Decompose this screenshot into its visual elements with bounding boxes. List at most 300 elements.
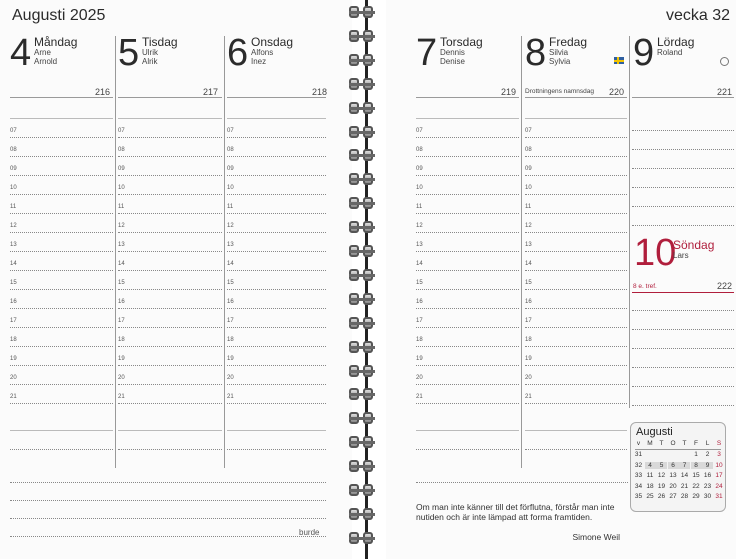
hour-line (416, 308, 519, 309)
hour-label: 12 (10, 223, 17, 229)
hour-line (10, 346, 113, 347)
hour-label: 20 (118, 375, 125, 381)
hour-line (10, 270, 113, 271)
hour-label: 08 (227, 147, 234, 153)
nameday: Dennis (440, 48, 465, 57)
day-header-rule (118, 97, 222, 98)
nameday: Denise (440, 57, 465, 66)
saturday-line (632, 187, 734, 188)
hour-line (227, 384, 326, 385)
note-line (118, 430, 222, 431)
spiral-ring (349, 460, 375, 475)
note-line (10, 518, 326, 519)
hour-line (227, 232, 326, 233)
spiral-ring (349, 317, 375, 332)
mini-calendar (630, 422, 726, 512)
day-of-year: 222 (717, 281, 733, 291)
hour-label: 08 (10, 147, 17, 153)
hour-label: 20 (10, 375, 17, 381)
sunday-rule (632, 292, 734, 293)
sunday-line (632, 386, 734, 387)
mini-calendar-day: 31 (715, 493, 723, 500)
hour-label: 10 (118, 185, 125, 191)
hour-line (118, 137, 222, 138)
mini-calendar-day: 30 (703, 493, 712, 500)
mini-calendar-header: F (694, 440, 698, 447)
hour-line (118, 403, 222, 404)
day-number: 6 (227, 32, 249, 74)
column-divider (521, 36, 522, 468)
mini-calendar-day: 5 (656, 462, 667, 469)
saturday-line (632, 149, 734, 150)
nameday: Arnold (34, 57, 58, 66)
hour-line (10, 365, 113, 366)
hour-label: 19 (118, 356, 125, 362)
note-line (10, 430, 113, 431)
day-name: Fredag (549, 35, 588, 49)
spiral-ring (349, 508, 375, 523)
day-header-rule (632, 97, 734, 98)
hour-rule (416, 118, 519, 119)
nameday: Roland (657, 48, 683, 57)
note-line (525, 430, 627, 431)
hour-label: 12 (525, 223, 532, 229)
mini-calendar-day: 6 (668, 462, 679, 469)
day-header-rule (227, 97, 326, 98)
hour-line (118, 156, 222, 157)
day-name: Onsdag (251, 35, 294, 49)
hour-line (227, 327, 326, 328)
sunday-line (632, 310, 734, 311)
day-column-saturday (633, 34, 733, 72)
hour-label: 14 (227, 261, 234, 267)
hour-label: 14 (416, 261, 423, 267)
hour-line (416, 270, 519, 271)
hour-label: 13 (227, 242, 234, 248)
spiral-ring (349, 30, 375, 45)
hour-line (416, 403, 519, 404)
saturday-line (632, 130, 734, 131)
saturday-line (632, 206, 734, 207)
quote-author: Simone Weil (572, 532, 620, 542)
mini-calendar-day: 14 (680, 472, 689, 479)
hour-line (10, 251, 113, 252)
hour-label: 14 (525, 261, 532, 267)
hour-line (227, 270, 326, 271)
hour-label: 19 (525, 356, 532, 362)
nameday: Arne (34, 48, 51, 57)
sunday-line (632, 367, 734, 368)
day-of-year: 220 (609, 87, 625, 97)
sunday-name: Söndag (673, 238, 715, 252)
spiral-ring (349, 436, 375, 451)
saturday-line (632, 168, 734, 169)
spiral-ring (349, 484, 375, 499)
hour-label: 07 (118, 128, 125, 134)
spiral-ring (349, 269, 375, 284)
hour-label: 17 (525, 318, 532, 324)
week-title: vecka 32 (665, 7, 730, 24)
spiral-ring (349, 388, 375, 403)
hour-line (227, 289, 326, 290)
hour-line (227, 175, 326, 176)
hour-label: 15 (416, 280, 423, 286)
hour-line (227, 213, 326, 214)
hour-line (227, 308, 326, 309)
day-number: 7 (416, 32, 438, 74)
sunday-line (632, 405, 734, 406)
spiral-ring (349, 197, 375, 212)
hour-line (416, 194, 519, 195)
mini-calendar-day: 17 (715, 472, 723, 479)
day-column-wednesday (227, 34, 327, 72)
day-of-year: 219 (501, 87, 517, 97)
hour-label: 17 (118, 318, 125, 324)
day-note: Drottningens namnsdag (525, 88, 595, 95)
hour-label: 15 (227, 280, 234, 286)
hour-line (416, 384, 519, 385)
nameday: Alfons (251, 48, 274, 57)
hour-label: 13 (118, 242, 125, 248)
spiral-ring (349, 245, 375, 260)
sunday-line (632, 329, 734, 330)
mini-calendar-rule (635, 449, 721, 450)
mini-calendar-day: 24 (715, 482, 723, 490)
hour-line (10, 308, 113, 309)
hour-label: 07 (10, 128, 17, 134)
mini-calendar-day: 25 (646, 493, 654, 500)
mini-calendar-day: 23 (703, 482, 712, 490)
mini-calendar-day: 16 (703, 472, 712, 479)
mini-calendar-header: L (705, 440, 710, 447)
hour-label: 15 (118, 280, 125, 286)
spiral-ring (349, 221, 375, 236)
hour-label: 19 (10, 356, 17, 362)
column-divider (115, 36, 116, 468)
hour-label: 16 (525, 299, 532, 305)
hour-label: 17 (227, 318, 234, 324)
hour-line (525, 175, 627, 176)
column-divider (224, 36, 225, 468)
day-of-year: 221 (717, 87, 733, 97)
hour-label: 14 (118, 261, 125, 267)
hour-line (416, 213, 519, 214)
hour-line (118, 251, 222, 252)
hour-label: 21 (118, 394, 125, 400)
spiral-ring (349, 293, 375, 308)
hour-label: 08 (118, 147, 125, 153)
day-of-year: 217 (203, 87, 219, 97)
note-line (416, 430, 519, 431)
hour-line (227, 251, 326, 252)
hour-rule (227, 118, 326, 119)
hour-line (227, 346, 326, 347)
hour-line (118, 346, 222, 347)
hour-label: 12 (118, 223, 125, 229)
moon-phase-icon (720, 57, 729, 66)
hour-line (118, 213, 222, 214)
hour-label: 18 (10, 337, 17, 343)
hour-line (525, 213, 627, 214)
hour-label: 08 (416, 147, 423, 153)
hour-label: 20 (227, 375, 234, 381)
nameday: Lars (673, 251, 689, 260)
day-name: Måndag (34, 35, 78, 49)
hour-label: 17 (10, 318, 17, 324)
mini-calendar-week-number: 35 (634, 493, 643, 500)
spiral-ring (349, 126, 375, 141)
left-page (0, 0, 352, 559)
hour-line (118, 175, 222, 176)
spiral-ring (349, 6, 375, 21)
nameday: Sylvia (549, 57, 571, 66)
hour-label: 11 (525, 204, 532, 210)
hour-label: 12 (227, 223, 234, 229)
mini-calendar-day: 22 (692, 482, 700, 490)
hour-label: 11 (227, 204, 234, 210)
mini-calendar-day: 21 (680, 482, 689, 490)
spiral-ring (349, 78, 375, 93)
hour-line (525, 194, 627, 195)
hour-rule (525, 118, 627, 119)
hour-line (416, 327, 519, 328)
mini-calendar-week-number: 33 (634, 472, 643, 479)
mini-calendar-day: 27 (669, 493, 677, 500)
spiral-ring (349, 532, 375, 547)
hour-line (10, 175, 113, 176)
hour-label: 11 (416, 204, 423, 210)
hour-label: 07 (525, 128, 532, 134)
day-header-rule (525, 97, 627, 98)
mini-calendar-day: 7 (679, 462, 690, 469)
day-name: Tisdag (142, 35, 178, 49)
day-column-friday (525, 34, 625, 72)
hour-label: 13 (525, 242, 532, 248)
hour-label: 21 (227, 394, 234, 400)
hour-line (416, 289, 519, 290)
note-line (118, 449, 222, 450)
hour-line (525, 327, 627, 328)
note-line (416, 449, 519, 450)
nameday: Ulrik (142, 48, 158, 57)
hour-label: 09 (227, 166, 234, 172)
hour-line (227, 365, 326, 366)
spiral-ring (349, 412, 375, 427)
hour-label: 15 (10, 280, 17, 286)
hour-line (416, 137, 519, 138)
note-line (10, 536, 326, 537)
nameday: Inez (251, 57, 267, 66)
hour-line (416, 175, 519, 176)
hour-line (525, 384, 627, 385)
quote-text: Om man inte känner till det förflutna, förstår man inte nutiden och är inte lämpad att forma framtiden. (416, 502, 615, 522)
sunday-line (632, 348, 734, 349)
hour-line (525, 346, 627, 347)
mini-calendar-day: 9 (702, 462, 713, 469)
mini-calendar-day: 28 (680, 493, 689, 500)
hour-line (416, 365, 519, 366)
hour-line (118, 308, 222, 309)
mini-calendar-day: 2 (705, 451, 710, 458)
hour-label: 18 (416, 337, 423, 343)
hour-line (118, 270, 222, 271)
hour-line (10, 156, 113, 157)
note-line (416, 482, 628, 483)
mini-calendar-header: S (716, 440, 722, 447)
hour-label: 16 (118, 299, 125, 305)
hour-label: 18 (227, 337, 234, 343)
day-column-thursday (416, 34, 516, 72)
hour-label: 11 (10, 204, 17, 210)
hour-rule (118, 118, 222, 119)
hour-line (10, 384, 113, 385)
hour-line (118, 194, 222, 195)
hour-label: 10 (416, 185, 423, 191)
hour-line (10, 137, 113, 138)
day-number: 5 (118, 32, 140, 74)
sunday-note: 8 e. tref. (633, 283, 657, 290)
hour-label: 14 (10, 261, 17, 267)
mini-calendar-day: 26 (657, 493, 666, 500)
mini-calendar-day: 1 (694, 451, 698, 458)
hour-label: 21 (525, 394, 532, 400)
hour-label: 08 (525, 147, 532, 153)
hour-label: 07 (227, 128, 234, 134)
mini-calendar-title: Augusti (636, 426, 673, 438)
mini-calendar-week-number: 31 (634, 451, 643, 458)
hour-line (10, 403, 113, 404)
hour-label: 21 (416, 394, 423, 400)
hour-line (10, 213, 113, 214)
hour-line (525, 232, 627, 233)
hour-label: 10 (227, 185, 234, 191)
hour-line (118, 289, 222, 290)
hour-line (118, 232, 222, 233)
swedish-flag-icon (614, 57, 624, 64)
day-number: 4 (10, 32, 32, 74)
spiral-ring (349, 341, 375, 356)
brand-label: burde (299, 528, 320, 537)
mini-calendar-day: 12 (657, 472, 666, 479)
hour-line (525, 403, 627, 404)
mini-calendar-day: 3 (717, 451, 721, 458)
spiral-ring (349, 365, 375, 380)
hour-line (525, 365, 627, 366)
mini-calendar-header: O (670, 440, 676, 447)
day-header-rule (416, 97, 519, 98)
spiral-ring (349, 173, 375, 188)
hour-label: 10 (525, 185, 532, 191)
mini-calendar-header: M (647, 440, 653, 447)
mini-calendar-week-number: 34 (634, 482, 643, 490)
right-page (386, 0, 736, 559)
hour-line (525, 270, 627, 271)
note-line (10, 449, 113, 450)
mini-calendar-header: T (682, 440, 687, 447)
hour-line (10, 194, 113, 195)
hour-line (118, 327, 222, 328)
column-divider (629, 36, 630, 408)
mini-calendar-day: 19 (657, 482, 666, 490)
hour-line (416, 251, 519, 252)
day-header-rule (10, 97, 113, 98)
hour-line (227, 156, 326, 157)
day-of-year: 218 (312, 87, 328, 97)
hour-line (416, 232, 519, 233)
hour-line (10, 327, 113, 328)
hour-line (118, 384, 222, 385)
day-column-tuesday (118, 34, 218, 72)
spiral-ring (349, 149, 375, 164)
hour-label: 19 (227, 356, 234, 362)
hour-label: 19 (416, 356, 423, 362)
mini-calendar-day: 4 (645, 462, 656, 469)
hour-line (227, 194, 326, 195)
hour-label: 16 (10, 299, 17, 305)
month-year-title: Augusti 2025 (12, 7, 106, 24)
hour-label: 18 (118, 337, 125, 343)
hour-label: 10 (10, 185, 17, 191)
mini-calendar-day: 10 (715, 461, 723, 469)
hour-label: 17 (416, 318, 423, 324)
note-line (227, 449, 326, 450)
hour-line (525, 251, 627, 252)
hour-label: 15 (525, 280, 532, 286)
nameday: Alrik (142, 57, 158, 66)
hour-label: 12 (416, 223, 423, 229)
hour-line (525, 289, 627, 290)
mini-calendar-day: 15 (692, 472, 700, 479)
mini-calendar-day: 18 (646, 482, 654, 490)
nameday: Silvia (549, 48, 569, 57)
hour-label: 16 (416, 299, 423, 305)
hour-label: 18 (525, 337, 532, 343)
mini-calendar-week-number: 32 (634, 461, 643, 469)
mini-calendar-day: 13 (669, 472, 677, 479)
mini-calendar-day: 29 (692, 493, 700, 500)
mini-calendar-header: T (659, 440, 664, 447)
hour-line (416, 346, 519, 347)
spiral-ring (349, 54, 375, 69)
day-number: 8 (525, 32, 547, 74)
day-name: Torsdag (440, 35, 483, 49)
hour-label: 11 (118, 204, 125, 210)
hour-line (416, 156, 519, 157)
hour-line (525, 156, 627, 157)
hour-line (227, 403, 326, 404)
hour-line (10, 232, 113, 233)
hour-line (118, 365, 222, 366)
hour-label: 09 (10, 166, 17, 172)
hour-label: 07 (416, 128, 423, 134)
mini-calendar-day: 11 (646, 472, 654, 479)
hour-line (525, 137, 627, 138)
day-column-monday (10, 34, 110, 72)
hour-label: 13 (10, 242, 17, 248)
hour-label: 09 (118, 166, 125, 172)
note-line (227, 430, 326, 431)
hour-label: 20 (525, 375, 532, 381)
day-number: 9 (633, 32, 655, 74)
hour-line (525, 308, 627, 309)
mini-calendar-day: 20 (669, 482, 677, 490)
hour-line (227, 137, 326, 138)
hour-line (10, 289, 113, 290)
hour-rule (10, 118, 113, 119)
hour-label: 21 (10, 394, 17, 400)
note-line (10, 482, 326, 483)
hour-label: 09 (525, 166, 532, 172)
